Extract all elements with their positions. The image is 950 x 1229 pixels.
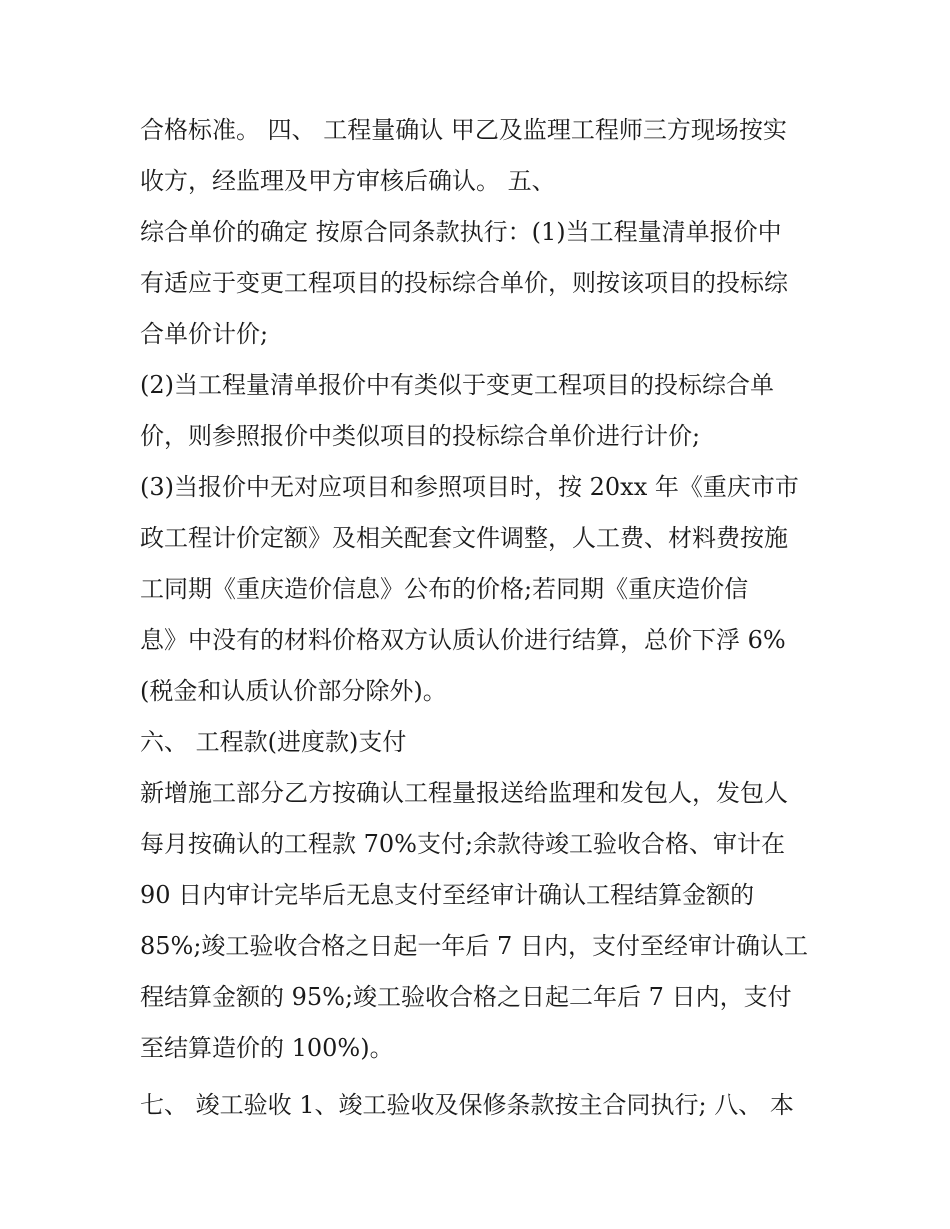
section-heading: 六、 工程款(进度款)支付 [140, 728, 407, 756]
text-line: 程结算金额的 95%;竣工验收合格之日起二年后 7 日内，支付 [140, 983, 792, 1011]
text-line: 价，则参照报价中类似项目的投标综合单价进行计价; [140, 422, 701, 450]
text-line: 合格标准。 四、 工程量确认 甲乙及监理工程师三方现场按实 [140, 116, 787, 144]
text-line: 综合单价的确定 按原合同条款执行：(1)当工程量清单报价中 [140, 218, 782, 246]
text-line: 至结算造价的 100%)。 [140, 1034, 394, 1062]
text-line: (3)当报价中无对应项目和参照项目时，按 20xx 年《重庆市市 [140, 473, 799, 501]
text-line: 息》中没有的材料价格双方认质认价进行结算，总价下浮 6% [140, 626, 786, 654]
text-line: 政工程计价定额》及相关配套文件调整，人工费、材料费按施 [140, 524, 788, 552]
text-line: 每月按确认的工程款 70%支付;余款待竣工验收合格、审计在 [140, 830, 786, 858]
text-line: 工同期《重庆造价信息》公布的价格;若同期《重庆造价信 [140, 575, 749, 603]
text-line: 90 日内审计完毕后无息支付至经审计确认工程结算金额的 [140, 881, 755, 909]
text-line: (2)当工程量清单报价中有类似于变更工程项目的投标综合单 [140, 371, 774, 399]
text-line: 85%;竣工验收合格之日起一年后 7 日内，支付至经审计确认工 [140, 932, 808, 960]
text-line: 七、 竣工验收 1、竣工验收及保修条款按主合同执行; 八、 本 [140, 1091, 794, 1119]
text-line: 收方，经监理及甲方审核后确认。 五、 [140, 167, 556, 195]
contract-body-text [140, 108, 830, 1134]
text-line: 有适应于变更工程项目的投标综合单价，则按该项目的投标综 [140, 269, 788, 297]
text-line: 新增施工部分乙方按确认工程量报送给监理和发包人，发包人 [140, 779, 788, 807]
text-line: 合单价计价; [140, 320, 269, 348]
text-line: (税金和认质认价部分除外)。 [140, 677, 447, 705]
